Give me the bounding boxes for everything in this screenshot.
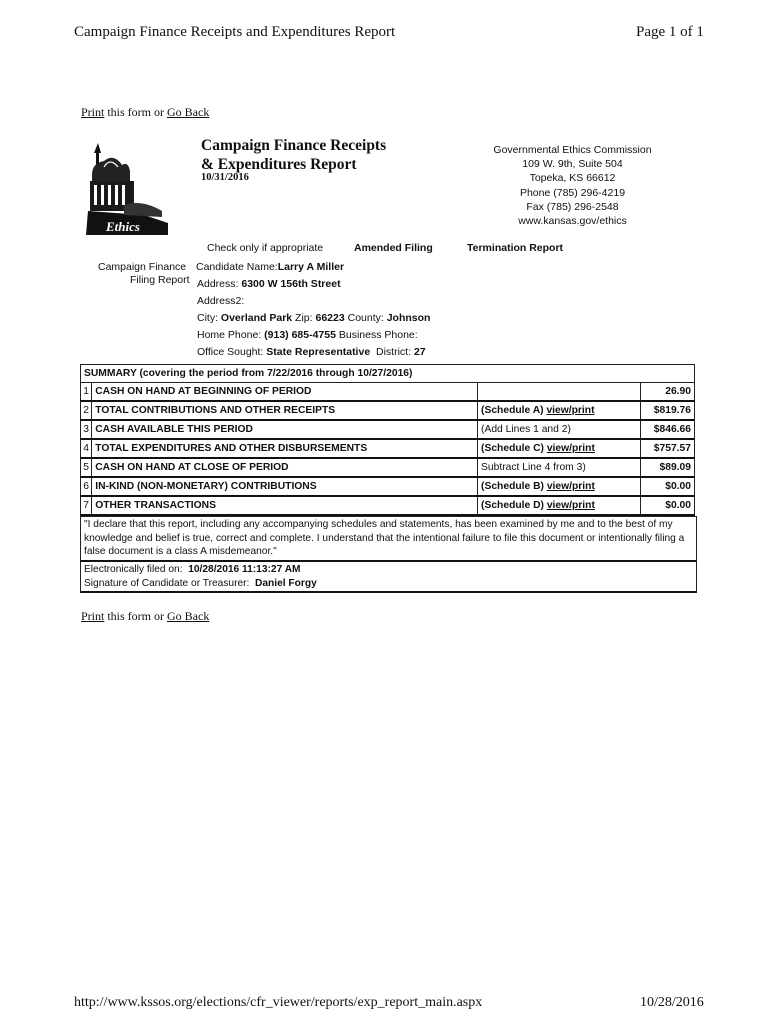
home-phone-value: (913) 685-4755 — [264, 329, 336, 341]
line-amount: $0.00 — [640, 477, 694, 496]
line-amount: $0.00 — [640, 496, 694, 515]
line-description: TOTAL CONTRIBUTIONS AND OTHER RECEIPTS — [92, 401, 478, 420]
city-label: City: — [197, 312, 218, 324]
agency-city: Topeka, KS 66612 — [529, 172, 616, 185]
go-back-link-bottom[interactable]: Go Back — [167, 609, 210, 623]
address-value: 6300 W 156th Street — [241, 278, 341, 290]
agency-phone: Phone (785) 296-4219 — [519, 186, 626, 199]
line-description: CASH ON HAND AT BEGINNING OF PERIOD — [92, 383, 478, 402]
candidate-name-label: Candidate Name: — [196, 261, 278, 273]
line-amount: $846.66 — [640, 420, 694, 439]
efiled-value: 10/28/2016 11:13:27 AM — [188, 564, 301, 575]
check-label: Check only if appropriate — [207, 242, 324, 254]
line-number: 6 — [81, 477, 92, 496]
summary-row — [81, 458, 695, 477]
page-header-title: Campaign Finance Receipts and Expenditures Report — [74, 24, 396, 40]
line-description: CASH AVAILABLE THIS PERIOD — [92, 420, 478, 439]
line-number: 5 — [81, 458, 92, 477]
summary-row — [81, 477, 695, 496]
line-description: TOTAL EXPENDITURES AND OTHER DISBURSEMENTS — [92, 439, 478, 458]
schedule-cell — [478, 439, 641, 458]
address-line — [197, 278, 341, 290]
declaration-text: "I declare that this report, including any accompanying schedules and statements, has been examined by me and to the best of my knowledge and belief is true, correct and complete. I understand that the intentional failure to file this document or intentionally filing a false document is a class A misdemeanor." — [80, 516, 697, 562]
signature-value: Daniel Forgy — [255, 577, 317, 589]
summary-row — [81, 439, 695, 458]
office-value: State Representative — [266, 346, 371, 358]
efiled-line — [84, 563, 693, 577]
summary-row — [81, 496, 695, 515]
side-label-campaign-finance: Campaign Finance — [98, 261, 187, 273]
schedule-cell — [478, 496, 641, 515]
schedule-label: (Add Lines 1 and 2) — [481, 424, 571, 435]
home-phone-label: Home Phone: — [197, 329, 262, 341]
line-number: 4 — [81, 439, 92, 458]
seal-text: Ethics — [106, 219, 140, 234]
line-number: 1 — [81, 383, 92, 402]
schedule-label: (Schedule B) — [481, 481, 547, 492]
agency-name: Governmental Ethics Commission — [493, 144, 652, 156]
signature-label: Signature of Candidate or Treasurer: — [84, 577, 250, 589]
line-number: 7 — [81, 496, 92, 515]
view-print-link[interactable]: view/print — [546, 405, 595, 416]
agency-address: 109 W. 9th, Suite 504 — [522, 158, 623, 171]
schedule-cell — [478, 420, 641, 439]
view-print-link[interactable]: view/print — [546, 443, 595, 454]
print-link-bottom[interactable]: Print — [81, 609, 105, 623]
nav-links-top — [81, 105, 209, 120]
line-number: 3 — [81, 420, 92, 439]
summary-heading: SUMMARY (covering the period from 7/22/2016 through 10/27/2016) — [81, 365, 695, 383]
line-amount: $757.57 — [640, 439, 694, 458]
schedule-cell — [478, 401, 641, 420]
agency-contact-block — [470, 143, 675, 228]
nav-text: this form or — [104, 105, 168, 119]
city-line — [197, 312, 430, 324]
district-value: 27 — [413, 346, 426, 358]
footer-date: 10/28/2016 — [640, 995, 704, 1010]
agency-website: www.kansas.gov/ethics — [518, 215, 627, 228]
footer-url: http://www.kssos.org/elections/cfr_viewer/reports/exp_report_main.aspx — [74, 995, 483, 1010]
address2-label: Address2: — [197, 295, 245, 307]
nav-text-bottom: this form or — [104, 609, 168, 623]
summary-row — [81, 383, 695, 402]
line-description: CASH ON HAND AT CLOSE OF PERIOD — [92, 458, 478, 477]
view-print-link[interactable]: view/print — [546, 500, 595, 511]
line-number: 2 — [81, 401, 92, 420]
line-description: IN-KIND (NON-MONETARY) CONTRIBUTIONS — [92, 477, 478, 496]
schedule-label: (Schedule C) — [481, 443, 547, 454]
termination-report-label: Termination Report — [467, 242, 564, 254]
nav-links-bottom — [81, 609, 209, 624]
phone-line — [197, 329, 418, 341]
zip-label: Zip: — [295, 312, 313, 324]
schedule-cell — [478, 383, 641, 402]
candidate-name-line — [196, 261, 344, 273]
efiled-label: Electronically filed on: — [84, 564, 183, 575]
schedule-label: (Schedule A) — [481, 405, 547, 416]
summary-row — [81, 401, 695, 420]
schedule-cell — [478, 458, 641, 477]
line-amount: $819.76 — [640, 401, 694, 420]
zip-value: 66223 — [315, 312, 345, 324]
address-label: Address: — [197, 278, 239, 290]
go-back-link[interactable]: Go Back — [167, 105, 210, 119]
summary-table — [80, 364, 695, 516]
county-label: County: — [347, 312, 384, 324]
agency-fax: Fax (785) 296-2548 — [526, 200, 619, 213]
office-label: Office Sought: — [197, 346, 264, 358]
side-label-filing-report: Filing Report — [130, 274, 190, 286]
amended-filing-label: Amended Filing — [354, 242, 433, 254]
filing-info — [80, 562, 697, 593]
candidate-name: Larry A Miller — [277, 261, 345, 273]
line-amount: 26.90 — [640, 383, 694, 402]
district-label: District: — [376, 346, 412, 358]
signature-line — [84, 577, 693, 591]
ethics-commission-seal-logo — [84, 135, 170, 235]
schedule-label: Subtract Line 4 from 3) — [481, 462, 586, 473]
address2-line — [197, 295, 244, 307]
report-title-line-2: & Expenditures Report — [201, 156, 357, 173]
line-amount: $89.09 — [640, 458, 694, 477]
report-date: 10/31/2016 — [201, 172, 249, 183]
schedule-cell — [478, 477, 641, 496]
print-link[interactable]: Print — [81, 105, 105, 119]
schedule-label: (Schedule D) — [481, 500, 547, 511]
report-title — [201, 136, 386, 174]
city-value: Overland Park — [220, 312, 293, 324]
business-phone-label: Business Phone: — [338, 329, 418, 341]
summary-heading-row — [81, 365, 695, 383]
view-print-link[interactable]: view/print — [546, 481, 595, 492]
county-value: Johnson — [386, 312, 431, 324]
page-number: Page 1 of 1 — [636, 24, 704, 40]
office-line — [197, 346, 426, 358]
line-description: OTHER TRANSACTIONS — [92, 496, 478, 515]
summary-row — [81, 420, 695, 439]
report-title-line-1: Campaign Finance Receipts — [201, 137, 387, 154]
